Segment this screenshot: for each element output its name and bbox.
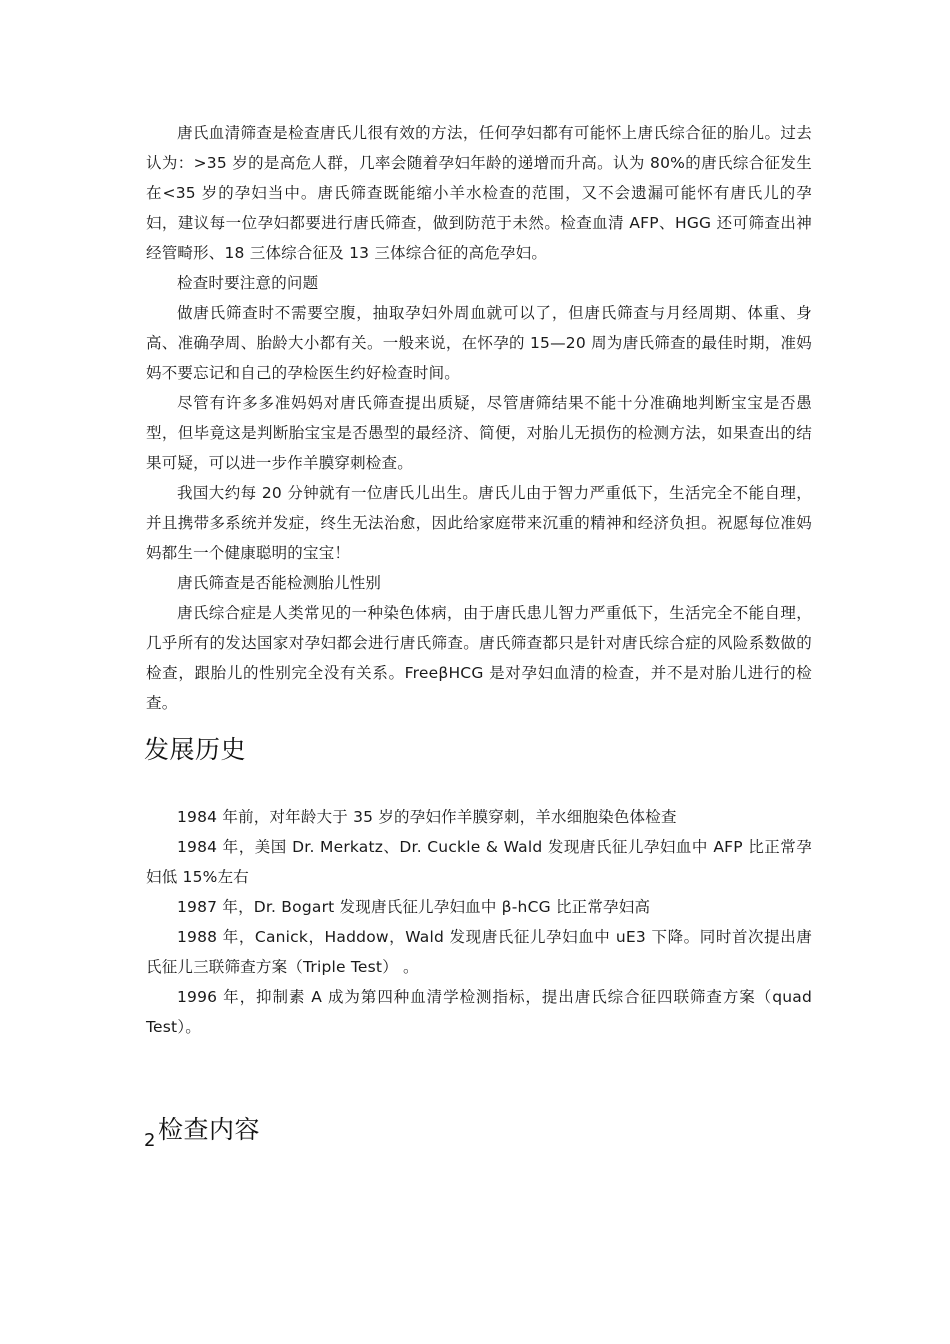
intro-paragraph: 唐氏血清筛查是检查唐氏儿很有效的方法，任何孕妇都有可能怀上唐氏综合征的胎儿。过去认为：>35 岁的是高危人群，几率会随着孕妇年龄的递增而升高。认为 80%的唐氏综合征发生在<35 岁的孕妇当中。唐氏筛查既能缩小羊水检查的范围，又不会遗漏可能怀有唐氏儿的孕妇，建议每一位孕妇都要进行唐氏筛查，做到防范于未然。检查血清 AFP、HGG 还可筛查出神经管畸形、18 三体综合征及 13 三体综合征的高危孕妇。	[146, 124, 812, 262]
history-item: 1984 年，美国 Dr. Merkatz、Dr. Cuckle & Wald 发现唐氏征儿孕妇血中 AFP 比正常孕妇低 15%左右	[146, 838, 812, 886]
exam-heading-text: 检查内容	[157, 1115, 260, 1144]
intro-section	[146, 118, 812, 718]
history-item: 1984 年前，对年龄大于 35 岁的孕妇作羊膜穿刺，羊水细胞染色体检查	[177, 808, 677, 826]
section-number: 2	[144, 1130, 156, 1151]
subheading-gender-question: 唐氏筛查是否能检测胎儿性别	[177, 574, 382, 592]
history-item: 1988 年，Canick，Haddow，Wald 发现唐氏征儿孕妇血中 uE3 下降。同时首次提出唐氏征儿三联筛查方案（Triple Test） 。	[146, 928, 812, 976]
history-item: 1987 年，Dr. Bogart 发现唐氏征儿孕妇血中 β-hCG 比正常孕妇高	[177, 898, 651, 916]
intro-paragraph: 唐氏综合症是人类常见的一种染色体病，由于唐氏患儿智力严重低下，生活完全不能自理，几乎所有的发达国家对孕妇都会进行唐氏筛查。唐氏筛查都只是针对唐氏综合症的风险系数做的检查，跟胎儿的性别完全没有关系。FreeβHCG 是对孕妇血清的检查，并不是对胎儿进行的检查。	[146, 604, 812, 712]
history-item: 1996 年，抑制素 A 成为第四种血清学检测指标，提出唐氏综合征四联筛查方案（quad Test）。	[146, 988, 812, 1036]
intro-paragraph: 做唐氏筛查时不需要空腹，抽取孕妇外周血就可以了，但唐氏筛查与月经周期、体重、身高、准确孕周、胎龄大小都有关。一般来说，在怀孕的 15—20 周为唐氏筛查的最佳时期，准妈妈不要忘记和自己的孕检医生约好检查时间。	[146, 304, 812, 382]
history-heading: 发展历史	[144, 735, 247, 764]
intro-paragraph: 我国大约每 20 分钟就有一位唐氏儿出生。唐氏儿由于智力严重低下，生活完全不能自理，并且携带多系统并发症，终生无法治愈，因此给家庭带来沉重的精神和经济负担。祝愿每位准妈妈都生一个健康聪明的宝宝！	[146, 484, 812, 562]
history-list	[146, 802, 812, 1042]
intro-paragraph: 尽管有许多多准妈妈对唐氏筛查提出质疑，尽管唐筛结果不能十分准确地判断宝宝是否愚型，但毕竟这是判断胎宝宝是否愚型的最经济、简便，对胎儿无损伤的检测方法，如果查出的结果可疑，可以进一步作羊膜穿刺检查。	[146, 394, 812, 472]
subheading-exam-notes: 检查时要注意的问题	[177, 274, 319, 292]
exam-heading	[144, 1110, 260, 1151]
